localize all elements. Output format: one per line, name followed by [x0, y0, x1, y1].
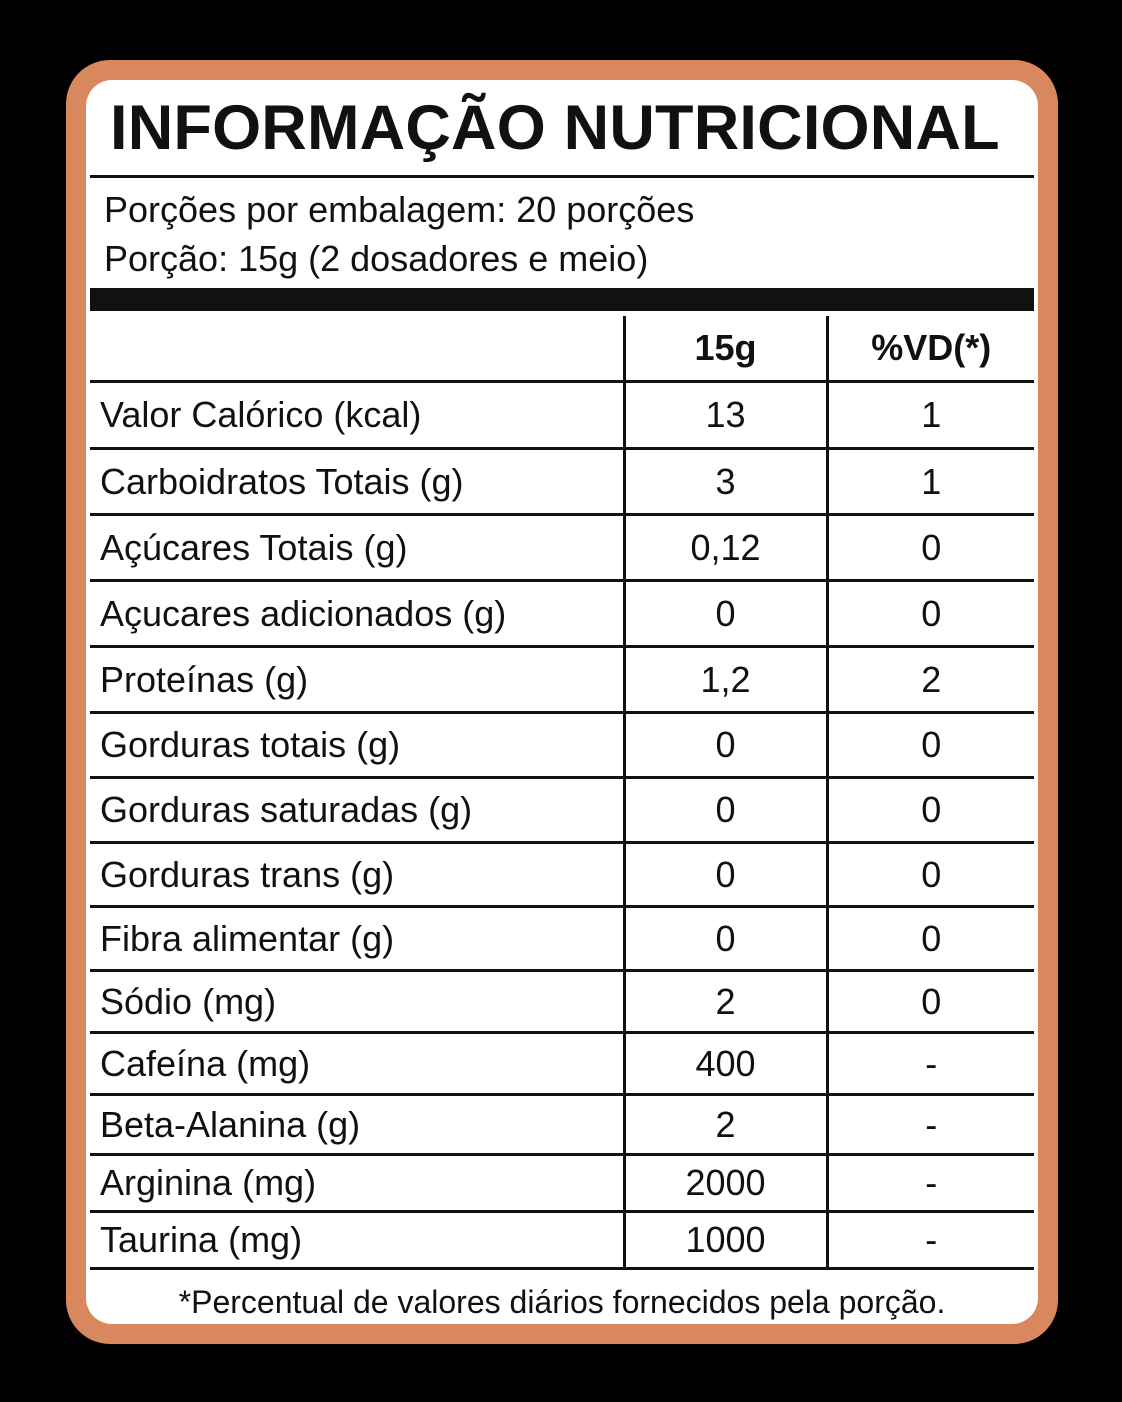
nutrient-daily-value: 0	[827, 778, 1034, 843]
table-row	[90, 647, 1034, 713]
nutrient-daily-value: 0	[827, 515, 1034, 581]
nutrient-daily-value: -	[827, 1095, 1034, 1155]
table-row	[90, 907, 1034, 971]
nutrient-amount: 2000	[624, 1155, 827, 1212]
nutrient-name: Taurina (mg)	[90, 1212, 624, 1269]
servings-per-package: Porções por embalagem: 20 porções	[104, 189, 695, 230]
nutrient-amount: 3	[624, 449, 827, 515]
nutrient-daily-value: 0	[827, 581, 1034, 647]
table-row	[90, 382, 1034, 449]
title-divider	[90, 175, 1034, 178]
nutrient-amount: 0	[624, 713, 827, 778]
nutrient-name: Açucares adicionados (g)	[90, 581, 624, 647]
nutrient-daily-value: -	[827, 1033, 1034, 1095]
nutrient-name: Fibra alimentar (g)	[90, 907, 624, 971]
nutrient-name: Gorduras totais (g)	[90, 713, 624, 778]
nutrient-amount: 1000	[624, 1212, 827, 1269]
nutrient-amount: 0	[624, 843, 827, 907]
nutrient-name: Proteínas (g)	[90, 647, 624, 713]
thick-divider	[90, 288, 1034, 311]
serving-size: Porção: 15g (2 dosadores e meio)	[104, 238, 649, 279]
nutrition-table	[90, 316, 1034, 1270]
nutrient-name: Carboidratos Totais (g)	[90, 449, 624, 515]
nutrient-amount: 0	[624, 778, 827, 843]
nutrient-name: Gorduras saturadas (g)	[90, 778, 624, 843]
nutrient-amount: 0	[624, 581, 827, 647]
nutrient-daily-value: 0	[827, 907, 1034, 971]
nutrient-name: Cafeína (mg)	[90, 1033, 624, 1095]
nutrition-label	[86, 80, 1038, 1324]
nutrient-name: Valor Calórico (kcal)	[90, 382, 624, 449]
nutrient-amount: 0	[624, 907, 827, 971]
header-amount: 15g	[624, 316, 827, 382]
nutrient-daily-value: 1	[827, 382, 1034, 449]
table-row	[90, 1155, 1034, 1212]
nutrient-amount: 400	[624, 1033, 827, 1095]
nutrient-name: Açúcares Totais (g)	[90, 515, 624, 581]
footnote: *Percentual de valores diários fornecidos pela porção.	[178, 1284, 946, 1320]
nutrient-amount: 0,12	[624, 515, 827, 581]
table-header-row	[90, 316, 1034, 382]
nutrient-name: Beta-Alanina (g)	[90, 1095, 624, 1155]
nutrient-amount: 1,2	[624, 647, 827, 713]
nutrient-daily-value: -	[827, 1212, 1034, 1269]
header-nutrient	[90, 316, 624, 382]
nutrient-daily-value: 0	[827, 843, 1034, 907]
nutrient-name: Arginina (mg)	[90, 1155, 624, 1212]
nutrient-name: Gorduras trans (g)	[90, 843, 624, 907]
nutrient-daily-value: -	[827, 1155, 1034, 1212]
table-row	[90, 778, 1034, 843]
header-daily-value: %VD(*)	[827, 316, 1034, 382]
table-row	[90, 1095, 1034, 1155]
table-row	[90, 1033, 1034, 1095]
nutrient-daily-value: 1	[827, 449, 1034, 515]
nutrient-amount: 13	[624, 382, 827, 449]
nutrient-name: Sódio (mg)	[90, 971, 624, 1033]
nutrient-daily-value: 2	[827, 647, 1034, 713]
table-row	[90, 971, 1034, 1033]
nutrient-daily-value: 0	[827, 713, 1034, 778]
table-row	[90, 1212, 1034, 1269]
table-row	[90, 449, 1034, 515]
table-row	[90, 713, 1034, 778]
table-row	[90, 515, 1034, 581]
nutrient-amount: 2	[624, 1095, 827, 1155]
nutrient-amount: 2	[624, 971, 827, 1033]
table-row	[90, 843, 1034, 907]
label-title: INFORMAÇÃO NUTRICIONAL	[110, 93, 1000, 163]
table-row	[90, 581, 1034, 647]
nutrient-daily-value: 0	[827, 971, 1034, 1033]
